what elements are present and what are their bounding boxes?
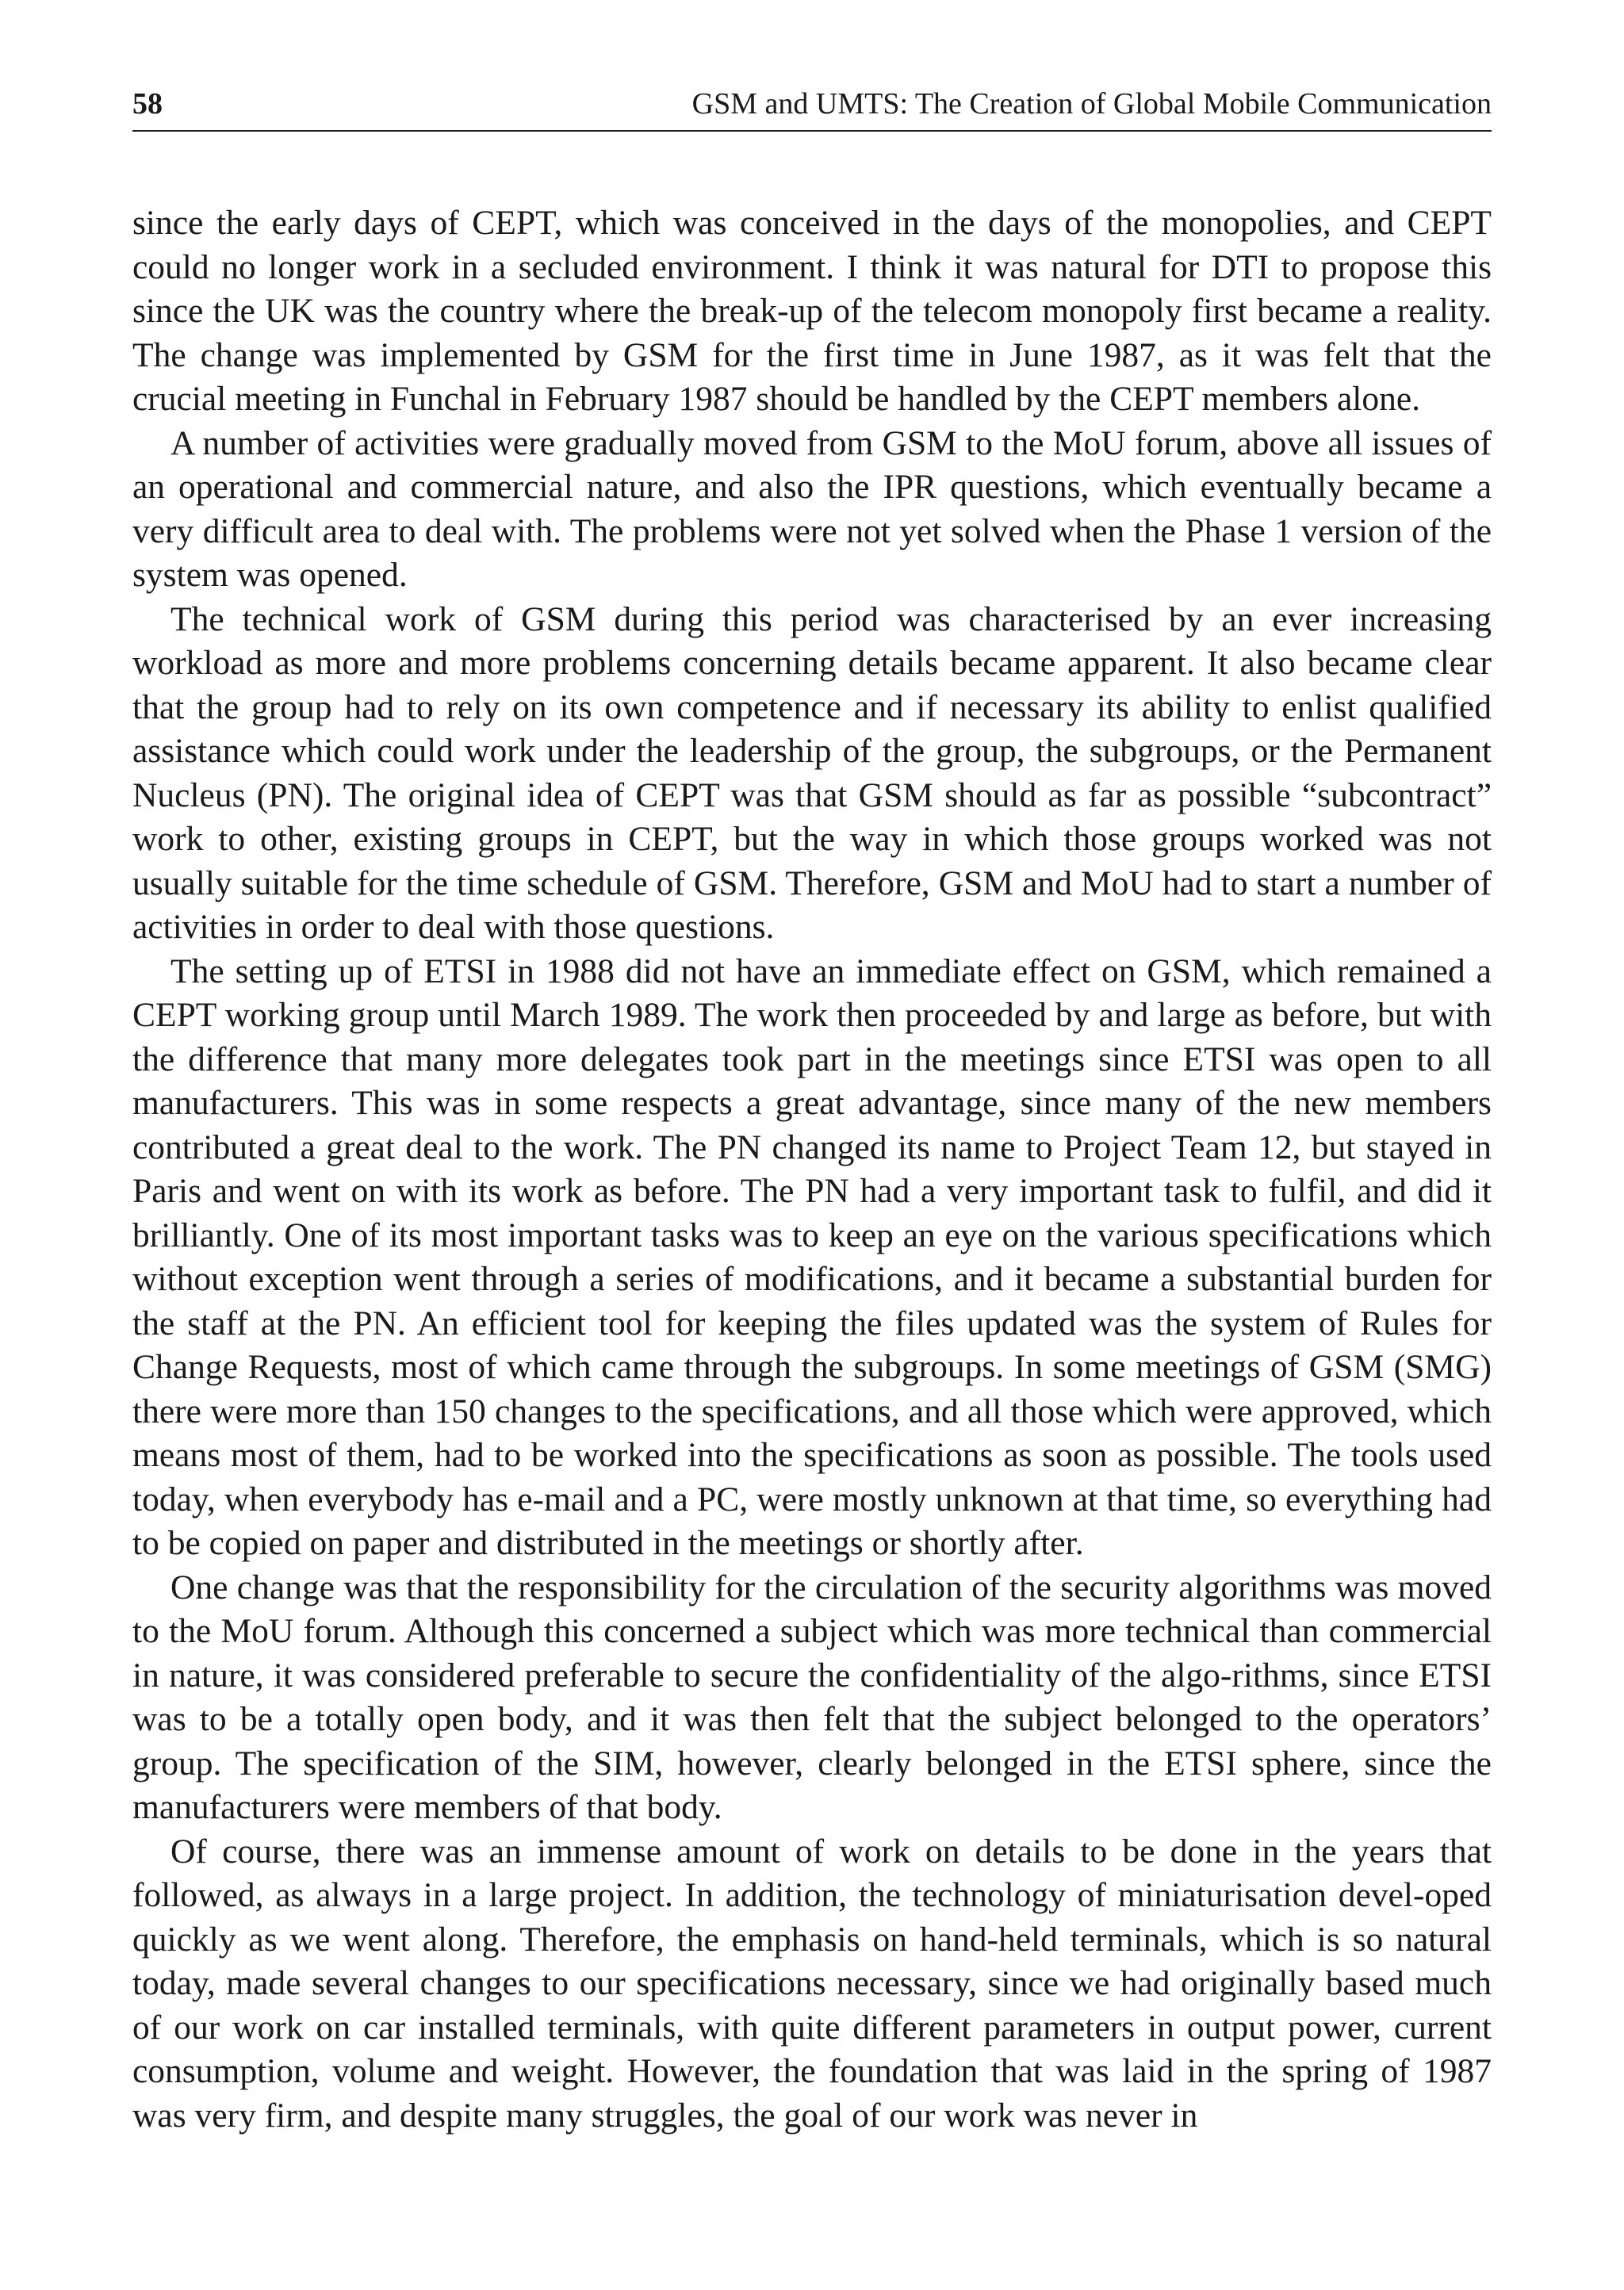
paragraph: The technical work of GSM during this period was characterised by an ever increasing workload as more and more problems concerning details became apparent. It also became clear that the group had to rely on its own competence and if necessary its ability to enlist qualified assistance which could work under the leadership of the group, the subgroups, or the Permanent Nucleus (PN). The original idea of CEPT was that GSM should as far as possible “subcontract” work to other, existing groups in CEPT, but the way in which those groups worked was not usually suitable for the time schedule of GSM. Therefore, GSM and MoU had to start a number of activities in order to deal with those questions. <box>132 599 1492 946</box>
body-text <box>132 201 1492 2138</box>
paragraph: A number of activities were gradually moved from GSM to the MoU forum, above all issues of an operational and commercial nature, and also the IPR questions, which eventually became a very difficult area to deal with. The problems were not yet solved when the Phase 1 version of the system was opened. <box>132 423 1492 594</box>
paragraph: Of course, there was an immense amount of work on details to be done in the years that followed, as always in a large project. In addition, the technology of miniaturisation devel-oped quickly as we went along. Therefore, the emphasis on hand-held terminals, which is so natural today, made several changes to our specifications necessary, since we had originally based much of our work on car installed terminals, with quite different parameters in output power, current consumption, volume and weight. However, the foundation that was laid in the spring of 1987 was very firm, and despite many struggles, the goal of our work was never in <box>132 1832 1492 2135</box>
running-header <box>132 82 1492 132</box>
book-title: GSM and UMTS: The Creation of Global Mobile Communication <box>691 87 1492 121</box>
paragraph: The setting up of ETSI in 1988 did not have an immediate effect on GSM, which remained a CEPT working group until March 1989. The work then proceeded by and large as before, but with the difference that many more delegates took part in the meetings since ETSI was open to all manufacturers. This was in some respects a great advantage, since many of the new members contributed a great deal to the work. The PN changed its name to Project Team 12, but stayed in Paris and went on with its work as before. The PN had a very important task to fulfil, and did it brilliantly. One of its most important tasks was to keep an eye on the various specifications which without exception went through a series of modifications, and it became a substantial burden for the staff at the PN. An efficient tool for keeping the files updated was the system of Rules for Change Requests, most of which came through the subgroups. In some meetings of GSM (SMG) there were more than 150 changes to the specifications, and all those which were approved, which means most of them, had to be worked into the specifications as soon as possible. The tools used today, when everybody has e-mail and a PC, were mostly unknown at that time, so everything had to be copied on paper and distributed in the meetings or shortly after. <box>132 952 1492 1562</box>
paragraph: One change was that the responsibility for the circulation of the security algorithms was moved to the MoU forum. Although this concerned a subject which was more technical than commercial in nature, it was considered preferable to secure the confidentiality of the algo-rithms, since ETSI was to be a totally open body, and it was then felt that the subject belonged to the operators’ group. The specification of the SIM, however, clearly belonged in the ETSI sphere, since the manufacturers were members of that body. <box>132 1568 1492 1826</box>
paragraph: since the early days of CEPT, which was conceived in the days of the monopolies, and CEPT could no longer work in a secluded environment. I think it was natural for DTI to propose this since the UK was the country where the break-up of the telecom monopoly first became a reality. The change was implemented by GSM for the first time in June 1987, as it was felt that the crucial meeting in Funchal in February 1987 should be handled by the CEPT members alone. <box>132 204 1492 418</box>
page-number: 58 <box>132 87 163 121</box>
